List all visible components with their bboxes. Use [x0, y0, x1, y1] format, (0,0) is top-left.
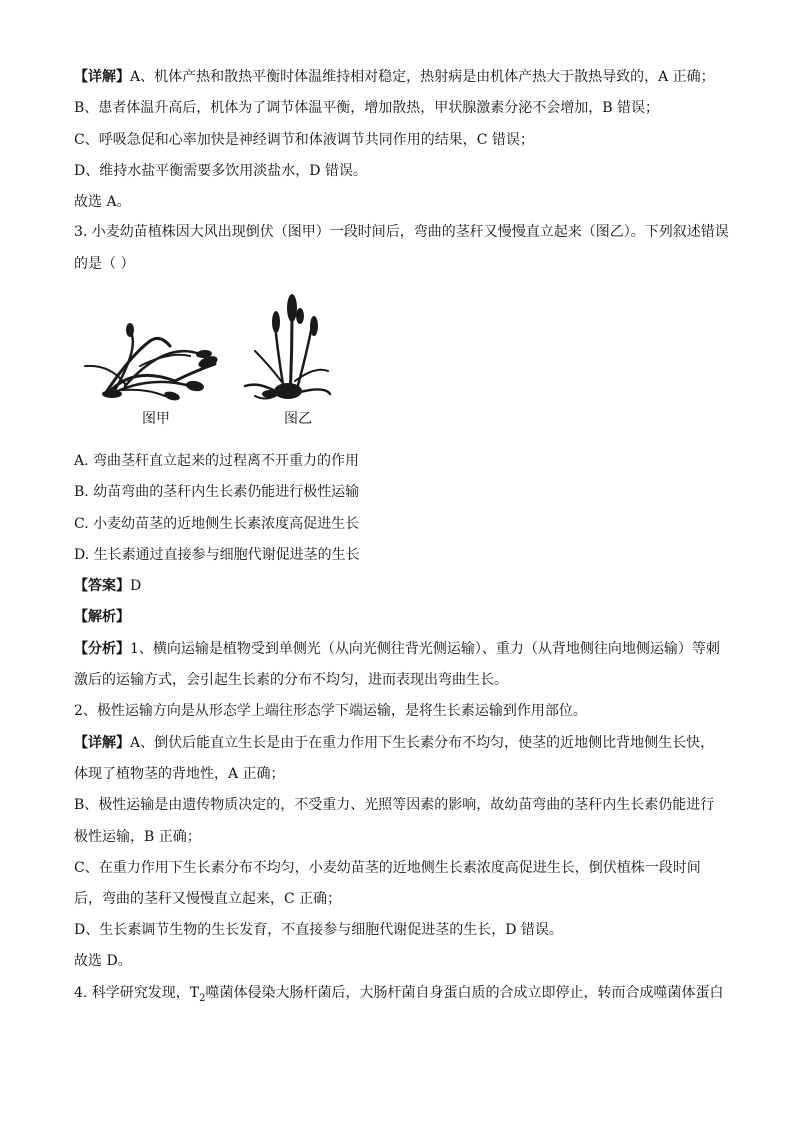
q3-analysis-line-2: 激后的运输方式，会引起生长素的分布不均匀，进而表现出弯曲生长。: [74, 672, 508, 688]
q2-detail-line-1: [74, 67, 734, 87]
answer-value: D: [130, 578, 142, 594]
q3-option-b: B. 幼苗弯曲的茎秆内生长素仍能进行极性运输: [74, 484, 360, 500]
q4-text-post: 噬菌体侵染大肠杆菌后，大肠杆菌自身蛋白质的合成立即停止，转而合成噬菌体蛋白: [205, 985, 724, 1001]
detail-tag: 【详解】: [74, 69, 130, 85]
q4-subscript: 2: [199, 992, 206, 1004]
detail-text: A、倒伏后能直立生长是由于在重力作用下生长素分布不均匀，使茎的近地侧比背地侧生长快，: [130, 735, 715, 751]
answer-tag: 【答案】: [74, 578, 130, 594]
q3-detail-line-1: [74, 733, 734, 753]
q3-detail-line-3: B、极性运输是由遗传物质决定的，不受重力、光照等因素的影响，故幼苗弯曲的茎秆内生长素仍能进行: [74, 797, 715, 813]
q2-detail-text: A、机体产热和散热平衡时体温维持相对稳定，热射病是由机体产热大于散热导致的，A 正确；: [130, 69, 715, 85]
q3-option-c: C. 小麦幼苗茎的近地侧生长素浓度高促进生长: [74, 516, 360, 532]
q4-text-pre: 4. 科学研究发现，T: [74, 985, 200, 1001]
q3-answer-choice: 故选 D。: [74, 953, 132, 969]
q3-answer-line: [74, 576, 734, 596]
q3-stem-line-2: 的是（ ）: [74, 256, 135, 272]
q3-option-d: D. 生长素通过直接参与细胞代谢促进茎的生长: [74, 547, 360, 563]
q3-analysis-line-1: [74, 639, 734, 659]
q2-detail-line-2: B、患者体温升高后，机体为了调节体温平衡，增加散热，甲状腺激素分泌不会增加，B 错误；: [74, 100, 660, 116]
q3-option-a: A. 弯曲茎秆直立起来的过程离不开重力的作用: [74, 453, 360, 469]
q3-stem-line-1: 3. 小麦幼苗植株因大风出现倒伏（图甲）一段时间后，弯曲的茎秆又慢慢直立起来（图乙）。下列叙述错误: [74, 224, 729, 240]
q3-analysis-heading: [74, 607, 734, 627]
q3-analysis-line-3: 2、极性运输方向是从形态学上端往形态学下端运输，是将生长素运输到作用部位。: [74, 703, 587, 719]
figure-a-caption: 图甲: [142, 411, 170, 427]
q3-detail-line-5: C、在重力作用下生长素分布不均匀，小麦幼苗茎的近地侧生长素浓度高促进生长，倒伏植株一段时间: [74, 860, 701, 876]
q3-detail-line-2: 体现了植物茎的背地性，A 正确；: [74, 766, 285, 782]
analysis-text: 1、横向运输是植物受到单侧光（从向光侧往背光侧运输）、重力（从背地侧往向地侧运输）等刺: [130, 641, 720, 657]
wheat-figure: [80, 286, 340, 436]
figure-b-ears: [262, 294, 318, 399]
q3-detail-line-6: 后，弯曲的茎秆又慢慢直立起来，C 正确；: [74, 891, 342, 907]
q3-detail-line-7: D、生长素调节生物的生长发育，不直接参与细胞代谢促进茎的生长，D 错误。: [74, 922, 563, 938]
figure-b-caption: 图乙: [284, 411, 312, 427]
q2-answer-line: 故选 A。: [74, 194, 131, 210]
analysis-tag: 【解析】: [74, 609, 130, 625]
q3-detail-line-4: 极性运输，B 正确；: [74, 829, 201, 845]
q4-stem-line-1: [74, 983, 734, 1009]
q2-detail-line-3: C、呼吸急促和心率加快是神经调节和体液调节共同作用的结果，C 错误；: [74, 132, 534, 148]
detail-tag: 【详解】: [74, 735, 130, 751]
analysis-sub-tag: 【分析】: [74, 641, 130, 657]
q2-detail-line-4: D、维持水盐平衡需要多饮用淡盐水，D 错误。: [74, 163, 367, 179]
